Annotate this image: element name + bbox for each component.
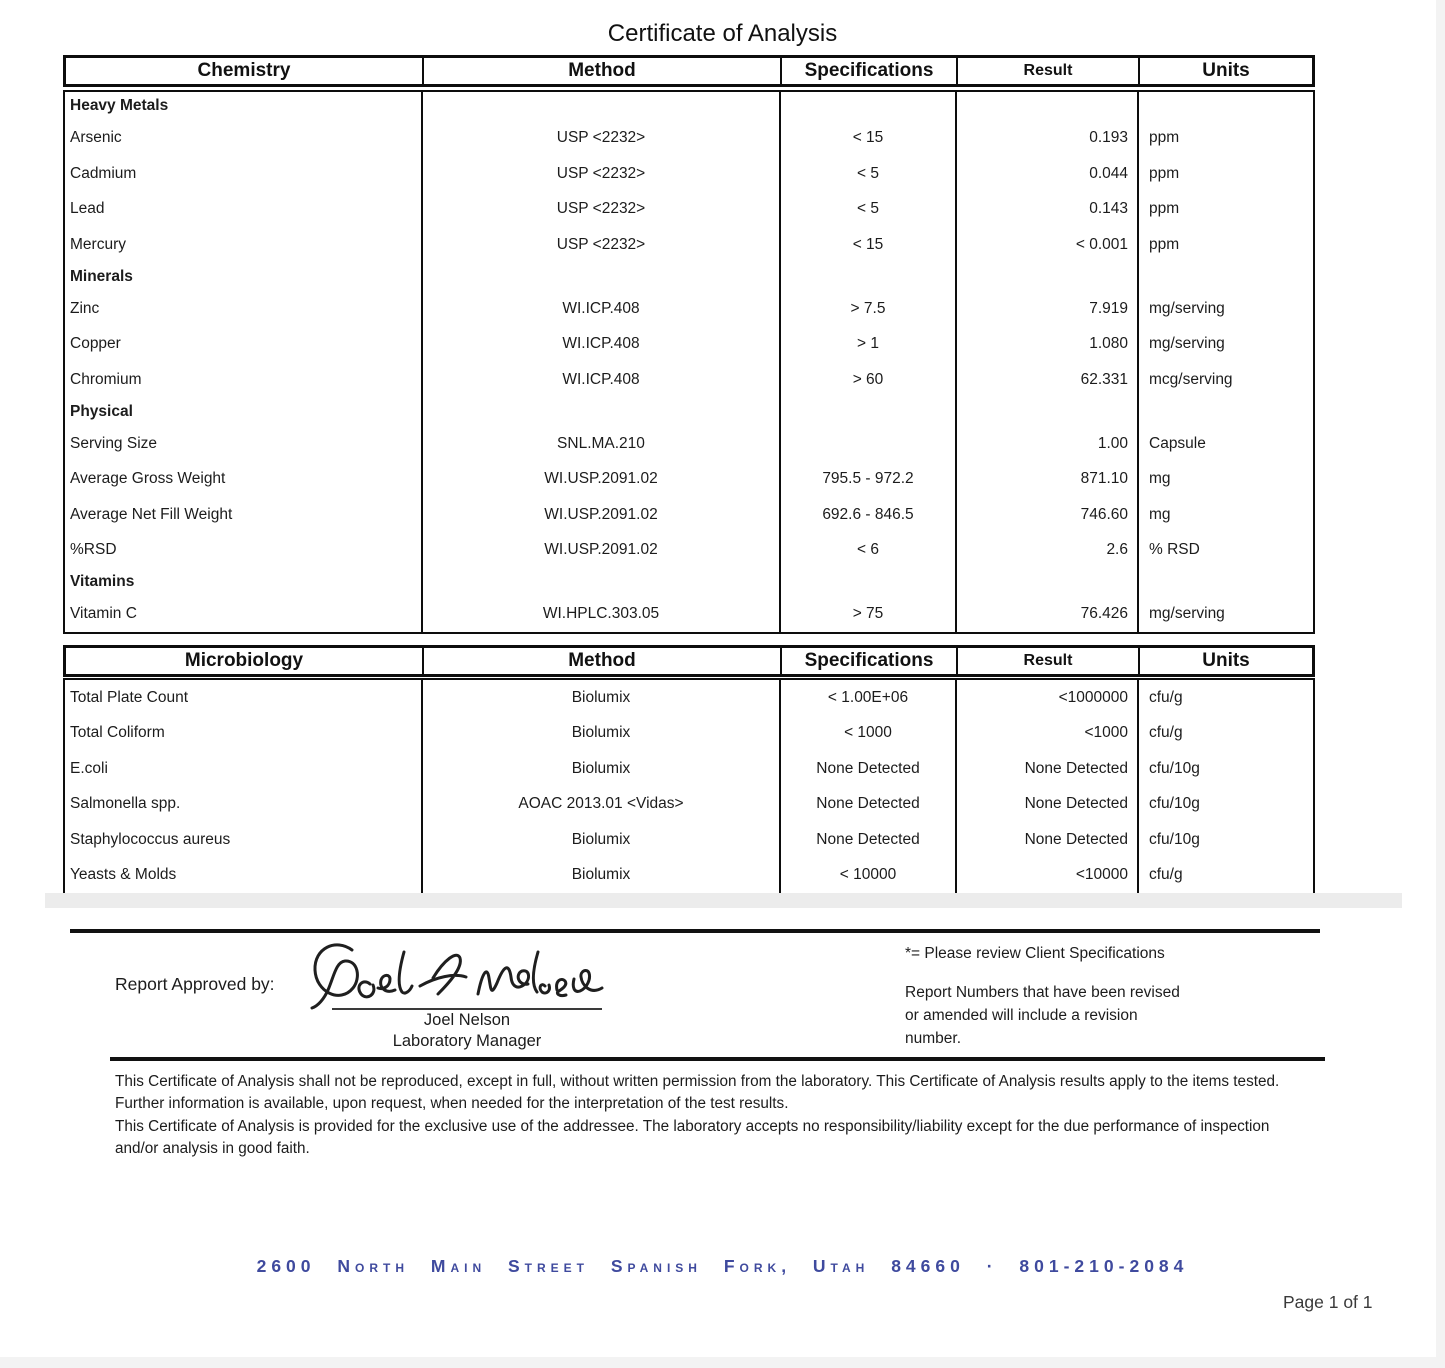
footer-address: 2600 North Main Street Spanish Fork, Utah 84660 · 801-210-2084	[256, 1256, 1189, 1276]
chemistry-header-result: Result	[956, 58, 1138, 84]
cell-spec	[779, 92, 955, 121]
cell-spec: > 1	[779, 327, 955, 363]
cell-units: mg/serving	[1137, 291, 1313, 327]
chemistry-table-body	[63, 90, 1315, 634]
cell-method: WI.HPLC.303.05	[421, 597, 779, 633]
cell-result: 0.143	[955, 192, 1137, 228]
table-row	[65, 156, 1313, 192]
table-row	[65, 858, 1313, 894]
cell-units: mg	[1137, 462, 1313, 498]
cell-name: Salmonella spp.	[70, 795, 181, 813]
scan-gray-band	[45, 893, 1402, 908]
cell-method: Biolumix	[421, 751, 779, 787]
cell-spec: > 7.5	[779, 291, 955, 327]
page-title: Certificate of Analysis	[607, 20, 838, 47]
cell-name: Vitamin C	[70, 605, 137, 623]
cell-result: 1.080	[955, 327, 1137, 363]
cell-spec: None Detected	[779, 787, 955, 823]
signature-image	[298, 938, 608, 1016]
microbiology-table-body	[63, 678, 1315, 895]
table-row	[65, 327, 1313, 363]
microbiology-header-method: Method	[422, 648, 780, 674]
cell-result: 0.044	[955, 156, 1137, 192]
table-row	[65, 291, 1313, 327]
cell-method: WI.ICP.408	[421, 362, 779, 398]
divider-rule-top	[70, 929, 1320, 933]
cell-spec: < 10000	[779, 858, 955, 894]
cell-method	[421, 398, 779, 427]
page-number: Page 1 of 1	[1283, 1292, 1373, 1312]
chemistry-header-units: Units	[1138, 58, 1312, 84]
client-specifications-note: *= Please review Client Specifications	[905, 945, 1165, 962]
cell-name: Staphylococcus aureus	[70, 830, 231, 848]
cell-method: WI.ICP.408	[421, 327, 779, 363]
report-approved-by-label: Report Approved by:	[115, 974, 275, 994]
cell-units: mcg/serving	[1137, 362, 1313, 398]
cell-units: cfu/g	[1137, 858, 1313, 894]
cell-result: <10000	[955, 858, 1137, 894]
cell-result	[955, 398, 1137, 427]
cell-spec: < 5	[779, 156, 955, 192]
disclaimer-text	[115, 1071, 1300, 1160]
cell-name: Zinc	[70, 299, 100, 317]
cell-units	[1137, 263, 1313, 292]
cell-result: 871.10	[955, 462, 1137, 498]
cell-method: USP <2232>	[421, 121, 779, 157]
cell-units: cfu/10g	[1137, 751, 1313, 787]
section-row	[65, 568, 1313, 597]
signer-name: Joel Nelson	[423, 1011, 511, 1029]
cell-spec: 692.6 - 846.5	[779, 497, 955, 533]
cell-spec: > 75	[779, 597, 955, 633]
cell-units: mg	[1137, 497, 1313, 533]
cell-method: Biolumix	[421, 680, 779, 716]
table-row	[65, 787, 1313, 823]
table-row	[65, 192, 1313, 228]
cell-result	[955, 263, 1137, 292]
cell-name: Mercury	[70, 235, 126, 253]
table-row	[65, 121, 1313, 157]
cell-result: <1000	[955, 716, 1137, 752]
cell-name: Chromium	[70, 370, 142, 388]
cell-name: Vitamins	[70, 573, 135, 591]
table-row	[65, 533, 1313, 569]
cell-spec: < 5	[779, 192, 955, 228]
cell-units	[1137, 92, 1313, 121]
cell-method: AOAC 2013.01 <Vidas>	[421, 787, 779, 823]
cell-method: USP <2232>	[421, 192, 779, 228]
chemistry-header-row	[63, 55, 1315, 87]
cell-name: Yeasts & Molds	[70, 866, 177, 884]
cell-result: 746.60	[955, 497, 1137, 533]
table-row	[65, 426, 1313, 462]
cell-method: USP <2232>	[421, 227, 779, 263]
cell-method: WI.USP.2091.02	[421, 533, 779, 569]
cell-units: ppm	[1137, 156, 1313, 192]
chemistry-header-category: Chemistry	[197, 60, 291, 81]
cell-method: Biolumix	[421, 858, 779, 894]
cell-method: WI.USP.2091.02	[421, 462, 779, 498]
cell-result: None Detected	[955, 822, 1137, 858]
signature-underline	[332, 1008, 602, 1010]
cell-name: Total Coliform	[70, 724, 165, 742]
microbiology-header-units: Units	[1138, 648, 1312, 674]
cell-units: ppm	[1137, 227, 1313, 263]
chemistry-header-method: Method	[422, 58, 780, 84]
cell-units: ppm	[1137, 192, 1313, 228]
table-row	[65, 822, 1313, 858]
cell-name: Copper	[70, 335, 121, 353]
cell-units: mg/serving	[1137, 327, 1313, 363]
table-row	[65, 227, 1313, 263]
cell-units: cfu/g	[1137, 716, 1313, 752]
cell-units	[1137, 398, 1313, 427]
table-row	[65, 716, 1313, 752]
cell-name: Physical	[70, 402, 133, 420]
cell-name: Heavy Metals	[70, 97, 169, 115]
cell-method	[421, 568, 779, 597]
cell-spec: 795.5 - 972.2	[779, 462, 955, 498]
microbiology-header-category: Microbiology	[184, 650, 304, 671]
disclaimer-paragraph-2: This Certificate of Analysis is provided for the exclusive use of the addressee. The laboratory accepts no responsibility/liability except for the due performance of inspection and/or analysis in good faith.	[115, 1117, 1270, 1157]
cell-spec: None Detected	[779, 822, 955, 858]
cell-result: 2.6	[955, 533, 1137, 569]
cell-spec: > 60	[779, 362, 955, 398]
cell-spec	[779, 263, 955, 292]
cell-units: Capsule	[1137, 426, 1313, 462]
revision-note: Report Numbers that have been revised or amended will include a revision number.	[905, 984, 1180, 1047]
cell-method	[421, 92, 779, 121]
cell-spec: < 15	[779, 227, 955, 263]
cell-name: Minerals	[70, 267, 133, 285]
cell-name: Arsenic	[70, 129, 122, 147]
cell-spec: < 1000	[779, 716, 955, 752]
cell-units	[1137, 568, 1313, 597]
cell-name: Average Gross Weight	[70, 470, 226, 488]
cell-result	[955, 92, 1137, 121]
cell-name: Cadmium	[70, 164, 137, 182]
table-row	[65, 462, 1313, 498]
cell-units: % RSD	[1137, 533, 1313, 569]
cell-method: Biolumix	[421, 822, 779, 858]
cell-spec: < 1.00E+06	[779, 680, 955, 716]
cell-name: Average Net Fill Weight	[70, 505, 233, 523]
divider-rule-bottom	[110, 1057, 1325, 1061]
table-row	[65, 362, 1313, 398]
cell-name: Serving Size	[70, 434, 158, 452]
cell-result: < 0.001	[955, 227, 1137, 263]
cell-result: None Detected	[955, 787, 1137, 823]
microbiology-header-specifications: Specifications	[780, 648, 956, 674]
section-row	[65, 263, 1313, 292]
cell-units: ppm	[1137, 121, 1313, 157]
table-row	[65, 751, 1313, 787]
disclaimer-paragraph-1: This Certificate of Analysis shall not be reproduced, except in full, without written permission from the laboratory. This Certificate of Analysis results apply to the items tested. Further information is available, upon request, when needed for the interpretation of the test results.	[115, 1073, 1280, 1113]
cell-units: cfu/10g	[1137, 822, 1313, 858]
section-row	[65, 92, 1313, 121]
cell-method: WI.ICP.408	[421, 291, 779, 327]
table-row	[65, 497, 1313, 533]
cell-method: SNL.MA.210	[421, 426, 779, 462]
cell-method: WI.USP.2091.02	[421, 497, 779, 533]
cell-result	[955, 568, 1137, 597]
cell-result: <1000000	[955, 680, 1137, 716]
cell-spec: < 6	[779, 533, 955, 569]
cell-method: USP <2232>	[421, 156, 779, 192]
cell-result: None Detected	[955, 751, 1137, 787]
cell-result: 62.331	[955, 362, 1137, 398]
cell-name: %RSD	[70, 541, 117, 559]
cell-result: 76.426	[955, 597, 1137, 633]
section-row	[65, 398, 1313, 427]
cell-units: mg/serving	[1137, 597, 1313, 633]
cell-spec: < 15	[779, 121, 955, 157]
cell-name: E.coli	[70, 759, 108, 777]
cell-units: cfu/10g	[1137, 787, 1313, 823]
signer-title: Laboratory Manager	[392, 1032, 542, 1050]
cell-method	[421, 263, 779, 292]
microbiology-header-row	[63, 645, 1315, 677]
cell-spec	[779, 426, 955, 462]
cell-name: Lead	[70, 200, 105, 218]
cell-units: cfu/g	[1137, 680, 1313, 716]
cell-result: 7.919	[955, 291, 1137, 327]
microbiology-header-result: Result	[956, 648, 1138, 674]
cell-result: 0.193	[955, 121, 1137, 157]
cell-result: 1.00	[955, 426, 1137, 462]
scan-right-edge	[1436, 0, 1445, 1368]
table-row	[65, 597, 1313, 633]
cell-method: Biolumix	[421, 716, 779, 752]
scan-bottom-edge	[0, 1357, 1445, 1368]
chemistry-header-specifications: Specifications	[780, 58, 956, 84]
cell-spec: None Detected	[779, 751, 955, 787]
cell-name: Total Plate Count	[70, 688, 189, 706]
table-row	[65, 680, 1313, 716]
cell-spec	[779, 568, 955, 597]
cell-spec	[779, 398, 955, 427]
